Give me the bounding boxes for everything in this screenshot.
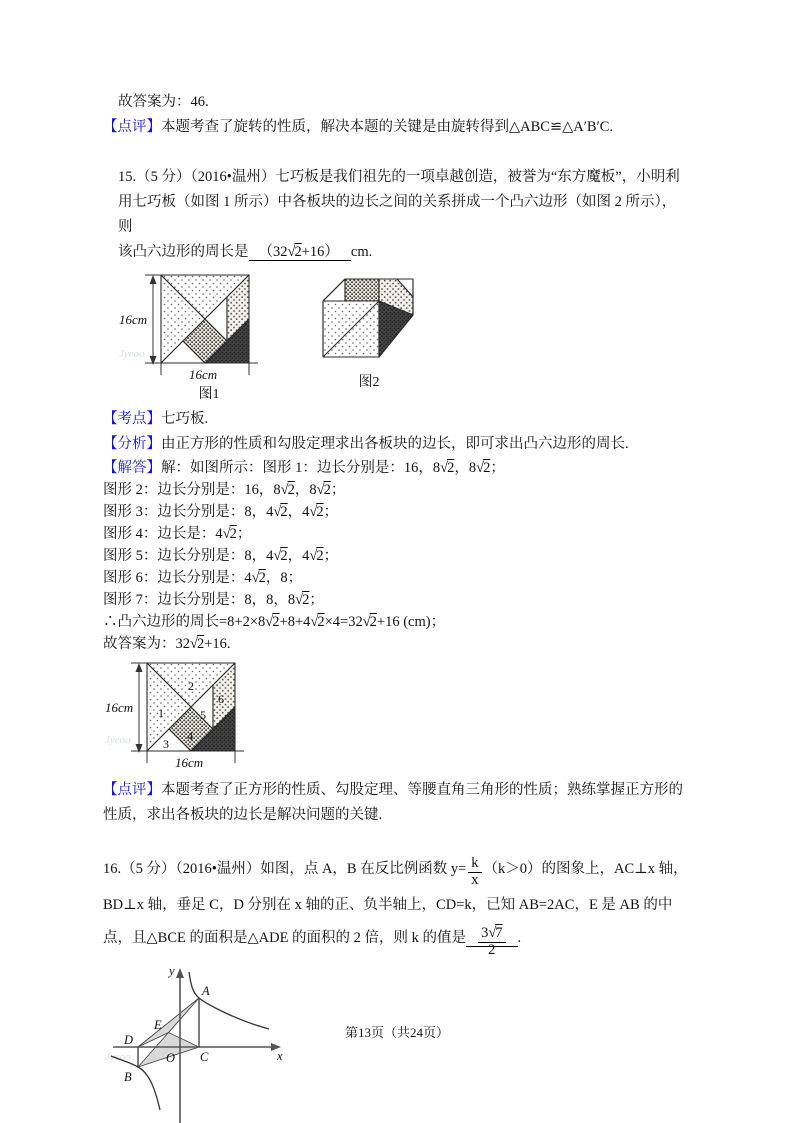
tangram-square-figure bbox=[117, 271, 267, 385]
dianping-text-1: 本题考查了正方形的性质、勾股定理、等腰直角三角形的性质；熟练掌握正方形的 bbox=[161, 782, 683, 798]
q15-dianping-line1 bbox=[103, 778, 688, 803]
figure-2-caption: 图2 bbox=[358, 375, 380, 390]
hyperbola-branch-q3 bbox=[111, 1056, 160, 1110]
sqrt-expression: √2 bbox=[222, 526, 237, 542]
piece-label-2: 2 bbox=[188, 679, 194, 693]
figure-1-caption: 图1 bbox=[198, 387, 220, 402]
q15-solution-line-5: 图形 5：边长分别是：8，4√2，4√2； bbox=[103, 548, 339, 564]
q15-stem-line2: 用七巧板（如图 1 所示）中各板块的边长之间的关系拼成一个凸六边形（如图 2 所示），则 bbox=[118, 194, 677, 235]
fenxi-text: 由正方形的性质和勾股定理求出各板块的边长，即可求出凸六边形的周长. bbox=[161, 436, 629, 452]
page-content bbox=[103, 90, 688, 1123]
q16-stem-line3: 点，且△BCE 的面积是△ADE 的面积的 2 倍，则 k 的值是 $\frac{3√7}{2}$ . bbox=[103, 924, 522, 958]
sqrt-expression: √2 bbox=[310, 614, 325, 630]
figure-1-block bbox=[117, 271, 267, 405]
sqrt-expression: √2 bbox=[265, 614, 280, 630]
piece-label-1: 1 bbox=[158, 706, 164, 720]
q15-solution-line-3: 图形 3：边长分别是：8，4√2，4√2； bbox=[103, 504, 339, 520]
figure-2-block bbox=[309, 271, 429, 393]
dianping-tag: 【点评】 bbox=[103, 782, 161, 798]
dim-label-bottom: 16cm bbox=[189, 367, 218, 382]
q16-graph-block bbox=[105, 962, 688, 1123]
sqrt-expression: √2 bbox=[295, 592, 310, 608]
sqrt-expression: √2 bbox=[309, 548, 324, 564]
q15-solution-line-1 bbox=[103, 457, 688, 479]
arrow-up-icon bbox=[136, 663, 143, 672]
dim-label-bottom: 16cm bbox=[175, 755, 204, 770]
sqrt-expression: √2 bbox=[273, 504, 288, 520]
q15-dianping-line2: 性质，求出各板块的边长是解决问题的关键. bbox=[103, 807, 383, 823]
kaodian-tag: 【考点】 bbox=[103, 411, 161, 427]
sqrt-expression: √2 bbox=[280, 482, 295, 498]
sqrt-expression: √2 bbox=[190, 636, 205, 652]
sqrt-expression: √2 bbox=[440, 460, 455, 476]
q15-solution-line-2: 图形 2：边长分别是：16，8√2，8√2； bbox=[103, 482, 346, 498]
dim-label-left: 16cm bbox=[105, 700, 134, 715]
arrow-up-icon bbox=[150, 275, 157, 284]
point-label-C: C bbox=[200, 1050, 209, 1065]
sqrt-expression: √2 bbox=[273, 548, 288, 564]
q16-stem-line1: 16.（5 分）（2016•温州）如图，点 A，B 在反比例函数 y= $\frac{k}{x}$ （k＞0）的图象上，AC⊥x 轴， bbox=[103, 855, 688, 889]
watermark-text: Jyeoo bbox=[105, 1051, 131, 1064]
hexagon-dense-square bbox=[345, 279, 379, 301]
spacer bbox=[103, 828, 688, 853]
point-label-E: E bbox=[154, 1018, 162, 1033]
q15-solution-figure-block bbox=[103, 659, 688, 776]
q15-solution-line-7: 图形 7：边长分别是：8，8，8√2； bbox=[103, 592, 324, 608]
q15-fenxi-line bbox=[103, 432, 688, 457]
sqrt-expression: √2 bbox=[287, 244, 302, 260]
sqrt-expression: √2 bbox=[362, 614, 377, 630]
piece-label-3: 3 bbox=[163, 737, 169, 751]
axis-label-x: x bbox=[277, 1049, 283, 1064]
q15-kaodian-line bbox=[103, 407, 688, 432]
q15-stem-line3: 该凸六边形的周长是 （32√2+16） cm. bbox=[118, 244, 373, 260]
sqrt-expression: √7 bbox=[488, 924, 503, 941]
sqrt-expression: √2 bbox=[316, 482, 331, 498]
watermark-text: Jyeoo bbox=[119, 348, 145, 360]
piece-label-5: 5 bbox=[200, 708, 206, 722]
point-label-O: O bbox=[166, 1051, 176, 1066]
arrow-down-icon bbox=[150, 356, 157, 365]
q16-stem-line2: BD⊥x 轴，垂足 C，D 分别在 x 轴的正、负半轴上，CD=k，已知 AB=2AC，E 是 AB 的中 bbox=[103, 897, 673, 914]
answer-underline bbox=[466, 924, 517, 958]
point-label-A: A bbox=[202, 984, 210, 999]
axis-label-y: y bbox=[169, 964, 175, 979]
solution-text: 解：如图所示：图形 1：边长分别是：16，8√2，8√2； bbox=[161, 460, 505, 476]
q15-solution-line-8: ∴凸六边形的周长=8+2×8√2+8+4√2×4=32√2+16 (cm)； bbox=[103, 614, 446, 630]
q15-solution-line-9: 故答案为：32√2+16. bbox=[103, 636, 231, 652]
dim-label-left: 16cm bbox=[119, 312, 148, 327]
q15-stem-line1: 15.（5 分）（2016•温州）七巧板是我们祖先的一项卓越创造，被誉为“东方魔板”，小明利 bbox=[118, 169, 680, 185]
tangram-labelled-figure bbox=[103, 659, 253, 771]
hyperbola-coordinate-graph bbox=[105, 962, 287, 1123]
q14-answer-line: 故答案为：46. bbox=[118, 94, 209, 110]
q15-solution-line-4: 图形 4：边长是：4√2； bbox=[103, 526, 252, 542]
q14-comment-text: 本题考查了旋转的性质，解决本题的关键是由旋转得到△ABC≌△A′B′C. bbox=[161, 119, 614, 135]
spacer bbox=[103, 140, 688, 165]
piece-label-6: 6 bbox=[218, 692, 224, 706]
point-label-D: D bbox=[124, 1033, 134, 1048]
piece-label-4: 4 bbox=[187, 729, 193, 743]
y-axis-arrow-icon bbox=[176, 968, 184, 978]
point-label-B: B bbox=[124, 1070, 132, 1085]
jieda-tag: 【解答】 bbox=[103, 460, 161, 476]
q14-comment-line bbox=[103, 115, 688, 140]
tangram-hexagon-figure bbox=[309, 271, 429, 373]
kaodian-text: 七巧板. bbox=[161, 411, 209, 427]
sqrt-expression: √2 bbox=[309, 504, 324, 520]
q15-figures-row bbox=[117, 271, 688, 405]
fraction: $\frac{k}{x}$ bbox=[466, 856, 483, 889]
page-number-footer: 第13页（共24页） bbox=[344, 1025, 449, 1040]
arrow-down-icon bbox=[136, 744, 143, 753]
q15-solution-line-6: 图形 6：边长分别是：4√2，8； bbox=[103, 570, 303, 586]
fenxi-tag: 【分析】 bbox=[103, 436, 161, 452]
fraction: $\frac{3√7}{2}$ bbox=[476, 926, 507, 959]
hyperbola-branch-q1 bbox=[189, 972, 269, 1029]
watermark-text: Jyeoo bbox=[105, 734, 131, 746]
comment-tag: 【点评】 bbox=[103, 119, 161, 135]
sqrt-expression: √2 bbox=[251, 570, 266, 586]
sqrt-expression: √2 bbox=[476, 460, 491, 476]
answer-underline: （32√2+16） bbox=[249, 244, 351, 261]
